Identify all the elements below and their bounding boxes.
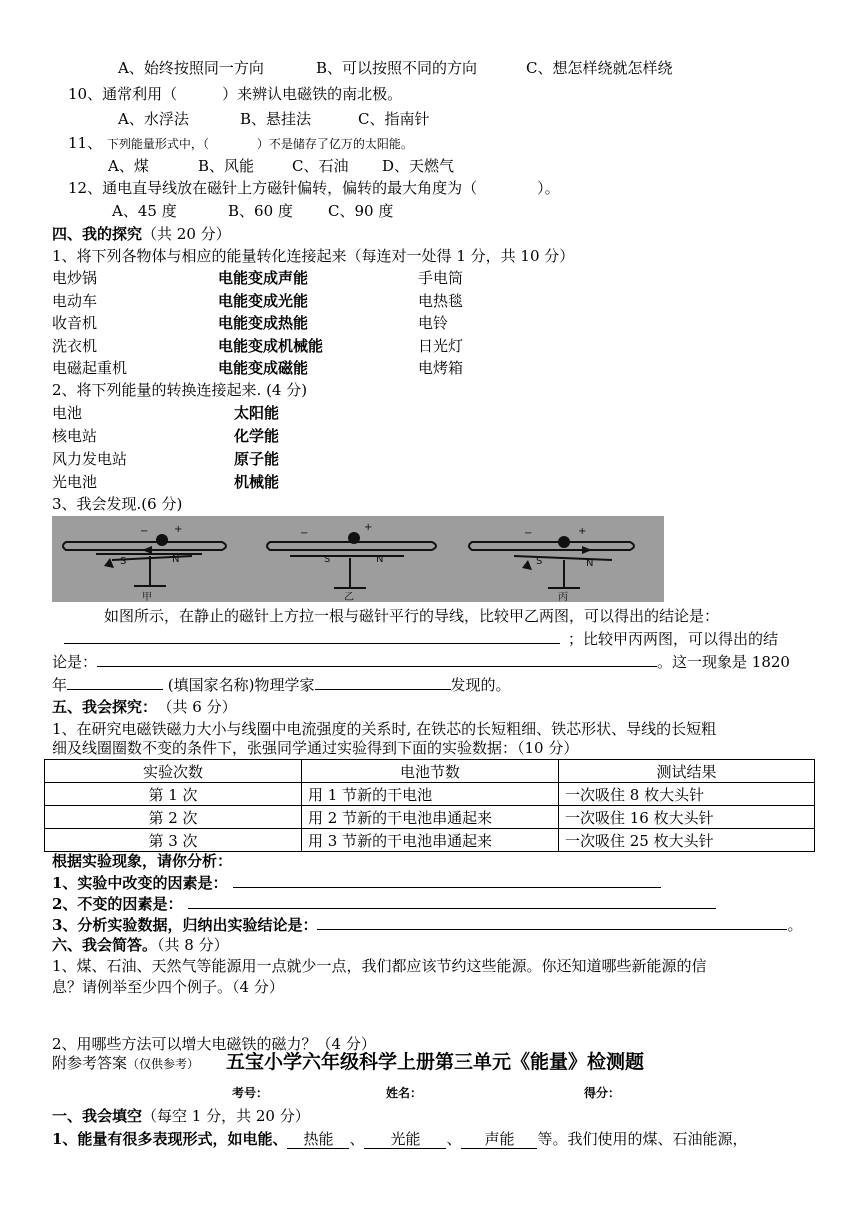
figure-label-jia: 甲 — [142, 592, 152, 602]
section4-q1-prompt: 1、将下列各物体与相应的能量转化连接起来（每连对一处得 1 分，共 10 分） — [52, 247, 575, 265]
answer-blank[interactable] — [97, 651, 657, 667]
table-cell: 一次吸住 8 枚大头针 — [559, 783, 815, 806]
q1-left-item: 电动车 — [52, 292, 98, 310]
q1-middle-item: 电能变成磁能 — [218, 359, 309, 377]
country-blank[interactable] — [67, 674, 163, 690]
table-cell: 一次吸住 25 枚大头针 — [559, 829, 815, 852]
q12-option-a: A、45 度 — [112, 202, 177, 220]
svg-text:+: + — [174, 524, 183, 535]
q11-number: 11、 下列能量形式中，（ ）不是储存了亿万的太阳能。 — [68, 134, 413, 152]
score-label: 得分： — [584, 1086, 621, 1100]
q3-line-4: 年 (填国家名称)物理学家 发现的。 — [52, 676, 511, 694]
svg-text:−: − — [524, 528, 533, 539]
q2-right-item: 机械能 — [234, 473, 280, 491]
answers-title: 五宝小学六年级科学上册第三单元《能量》检测题 — [226, 1051, 645, 1073]
answer-blank[interactable] — [188, 893, 716, 909]
q2-left-item: 光电池 — [52, 473, 98, 491]
analysis-heading: 根据实验现象，请你分析： — [52, 852, 233, 870]
exam-number-label: 考号： — [232, 1086, 269, 1100]
table-cell: 第 3 次 — [45, 829, 302, 852]
q1-right-item: 手电筒 — [418, 269, 464, 287]
table-cell: 第 1 次 — [45, 783, 302, 806]
oersted-experiment-figure — [52, 516, 664, 602]
q1-right-item: 电烤箱 — [418, 359, 464, 377]
q2-left-item: 风力发电站 — [52, 450, 128, 468]
q9-option-c: C、想怎样绕就怎样绕 — [526, 59, 673, 77]
experiment-diagram — [52, 516, 664, 602]
experiment-table — [44, 759, 815, 852]
svg-text:S: S — [120, 556, 127, 567]
answer-filled: 声能 — [461, 1130, 537, 1149]
section4-q2-prompt: 2、将下列能量的转换连接起来. (4 分) — [52, 381, 308, 399]
table-cell: 一次吸住 16 枚大头针 — [559, 806, 815, 829]
q1-left-item: 收音机 — [52, 314, 98, 332]
q1-middle-item: 电能变成光能 — [218, 292, 309, 310]
q10-option-b: B、悬挂法 — [240, 110, 312, 128]
table-header: 电池节数 — [302, 760, 559, 783]
svg-text:+: + — [364, 522, 373, 533]
q12-option-b: B、60 度 — [228, 202, 293, 220]
section6-title: 六、我会简答。（共 8 分） — [52, 936, 229, 954]
svg-text:+: + — [578, 526, 587, 537]
q1-middle-item: 电能变成热能 — [218, 314, 309, 332]
q2-right-item: 化学能 — [234, 427, 280, 445]
q1-right-item: 电铃 — [418, 314, 449, 332]
physicist-blank[interactable] — [315, 674, 451, 690]
answer-filled: 光能 — [364, 1130, 446, 1149]
svg-text:−: − — [140, 526, 149, 537]
q1-left-item: 洗衣机 — [52, 337, 98, 355]
section5-intro-1: 1、在研究电磁铁磁力大小与线圈中电流强度的关系时, 在铁芯的长短粗细、铁芯形状、导线的长短粗 — [52, 720, 717, 738]
name-label: 姓名： — [386, 1086, 423, 1100]
table-row — [45, 829, 815, 852]
q10-option-c: C、指南针 — [358, 110, 430, 128]
table-row — [45, 783, 815, 806]
table-cell: 用 3 节新的干电池串通起来 — [302, 829, 559, 852]
analysis-q3: 3、分析实验数据，归纳出实验结论是： 。 — [52, 916, 803, 934]
section6-q1-line1: 1、煤、石油、天然气等能源用一点就少一点，我们都应该节约这些能源。你还知道哪些新能源的信 — [52, 957, 707, 975]
answers-section1-title: 一、我会填空（每空 1 分，共 20 分） — [52, 1107, 310, 1125]
svg-text:N: N — [376, 554, 384, 565]
q11-stem: 下列能量形式中，（ ）不是储存了亿万的太阳能。 — [106, 137, 413, 151]
table-cell: 第 2 次 — [45, 806, 302, 829]
section6-q1-line2: 息？请例举至少四个例子。（4 分） — [52, 978, 284, 996]
table-cell: 用 1 节新的干电池 — [302, 783, 559, 806]
svg-text:−: − — [300, 528, 309, 539]
section5-intro-2: 细及线圈圈数不变的条件下，张强同学通过实验得到下面的实验数据：（10 分） — [52, 739, 579, 757]
q12-option-c: C、90 度 — [328, 202, 394, 220]
q1-middle-item: 电能变成机械能 — [218, 337, 324, 355]
table-row — [45, 806, 815, 829]
q10-stem: 10、通常利用（ ）来辨认电磁铁的南北极。 — [68, 85, 403, 103]
q1-right-item: 电热毯 — [418, 292, 464, 310]
q3-line-3: 论是： 。这一现象是 1820 — [52, 653, 790, 671]
q1-left-item: 电磁起重机 — [52, 359, 128, 377]
q9-option-a: A、始终按照同一方向 — [118, 59, 264, 77]
answer-blank[interactable] — [64, 628, 560, 644]
answers-label: 附参考答案（仅供参考） — [52, 1054, 200, 1072]
analysis-q2: 2、不变的因素是： — [52, 893, 716, 914]
q11-option-b: B、风能 — [198, 157, 255, 175]
q1-right-item: 日光灯 — [418, 337, 464, 355]
table-header: 测试结果 — [559, 760, 815, 783]
q2-left-item: 电池 — [52, 404, 83, 422]
table-header-row — [45, 760, 815, 783]
q12-stem: 12、通电直导线放在磁针上方磁针偏转，偏转的最大角度为（ ）。 — [68, 179, 560, 197]
table-header: 实验次数 — [45, 760, 302, 783]
svg-text:S: S — [324, 554, 331, 565]
figure-label-yi: 乙 — [344, 592, 354, 602]
svg-text:S: S — [536, 556, 543, 567]
q11-option-c: C、石油 — [292, 157, 349, 175]
q10-option-a: A、水浮法 — [118, 110, 189, 128]
q1-left-item: 电炒锅 — [52, 269, 98, 287]
section4-title: 四、我的探究（共 20 分） — [52, 225, 231, 243]
answer-blank[interactable] — [233, 872, 661, 888]
answer-blank[interactable] — [317, 914, 787, 930]
section6-q2: 2、用哪些方法可以增大电磁铁的磁力？（4 分） — [52, 1035, 376, 1053]
q11-option-a: A、煤 — [108, 157, 149, 175]
svg-text:N: N — [172, 554, 180, 565]
q2-left-item: 核电站 — [52, 427, 98, 445]
q11-option-d: D、天燃气 — [382, 157, 455, 175]
svg-text:N: N — [586, 558, 594, 569]
answers-q1: 1、能量有很多表现形式，如电能、 热能 、 光能 、 声能 等。我们使用的煤、石油能源， — [52, 1130, 748, 1148]
answer-filled: 热能 — [287, 1130, 349, 1149]
table-cell: 用 2 节新的干电池串通起来 — [302, 806, 559, 829]
q3-line-2: ；比较甲丙两图，可以得出的结 — [64, 628, 778, 649]
section5-title: 五、我会探究： （共 6 分） — [52, 698, 237, 716]
q2-right-item: 原子能 — [234, 450, 280, 468]
q2-right-item: 太阳能 — [234, 404, 280, 422]
figure-label-bing: 丙 — [558, 592, 568, 602]
q1-middle-item: 电能变成声能 — [218, 269, 309, 287]
section4-q3-prompt: 3、我会发现.(6 分) — [52, 495, 183, 513]
q9-option-b: B、可以按照不同的方向 — [316, 59, 478, 77]
analysis-q1: 1、实验中改变的因素是： — [52, 872, 661, 893]
q3-text-1: 如图所示，在静止的磁针上方拉一根与磁针平行的导线，比较甲乙两图，可以得出的结论是： — [104, 607, 720, 625]
